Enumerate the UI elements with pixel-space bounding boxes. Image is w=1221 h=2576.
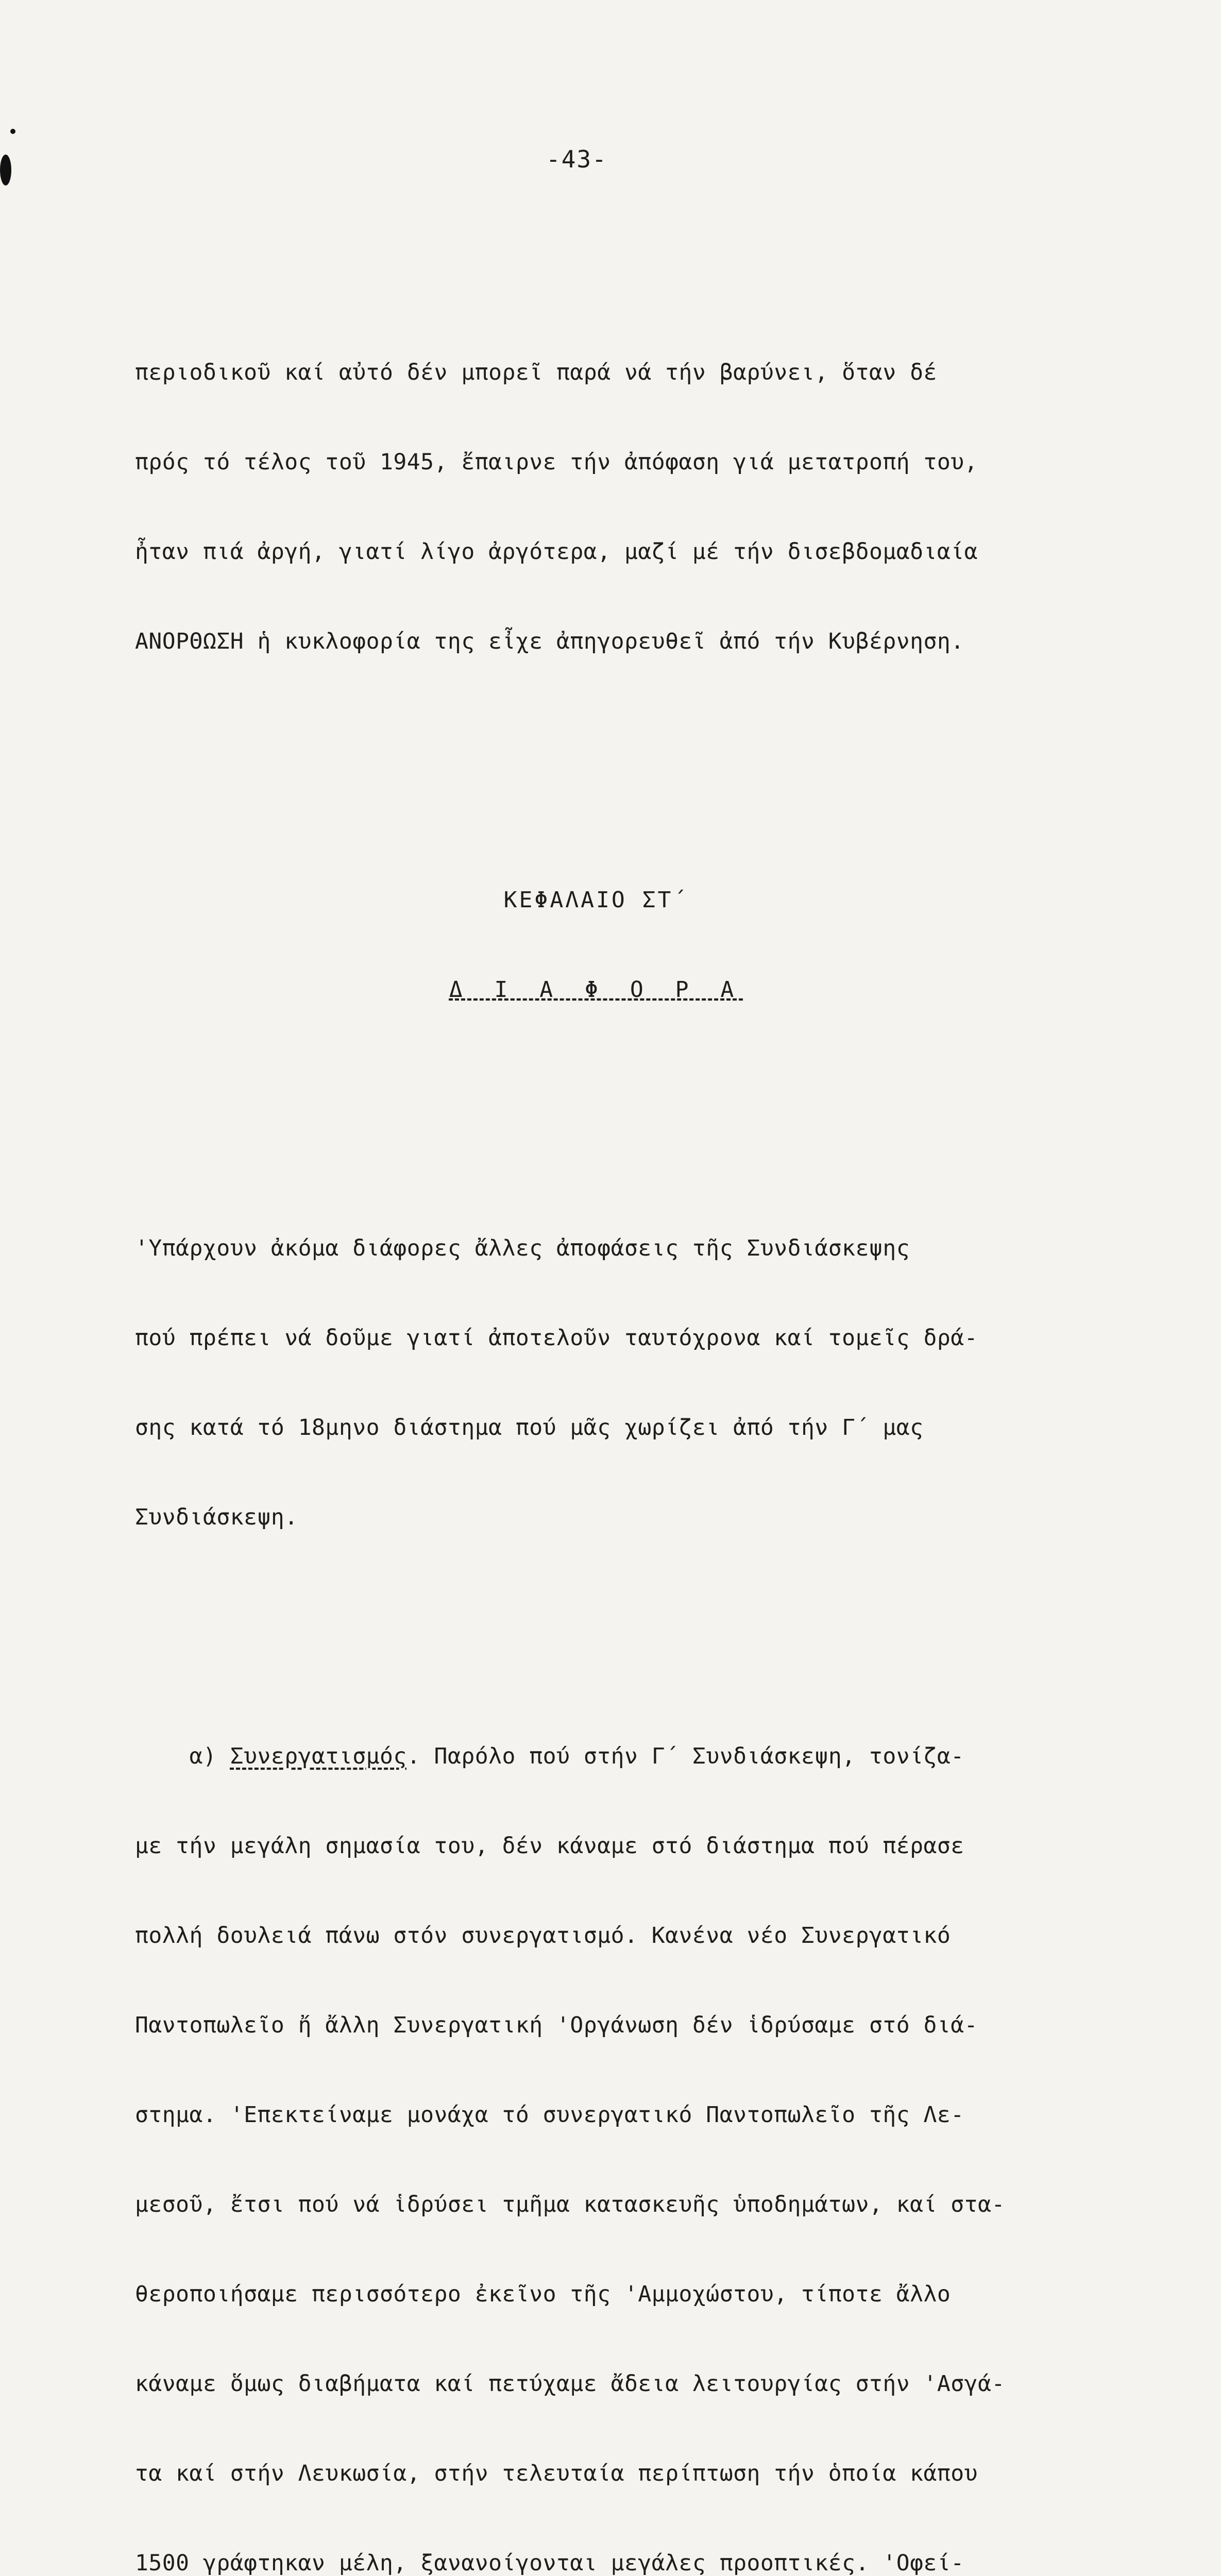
text-line: στημα. 'Επεκτείναμε μονάχα τό συνεργατικό Παντοπωλεῖο τῆς Λε- bbox=[135, 2102, 964, 2128]
chapter-subheading: Δ Ι Α Φ Ο Ρ Α bbox=[449, 977, 743, 1003]
text-line: τα καί στήν Λευκωσία, στήν τελευταία περίπτωση τήν ὁποία κάπου bbox=[135, 2461, 978, 2486]
chapter-heading: ΚΕΦΑΛΑΙΟ ΣΤ΄ bbox=[503, 887, 689, 913]
text-line: πρός τό τέλος τοῦ 1945, ἔπαιρνε τήν ἀπόφαση γιά μετατροπή του, bbox=[135, 449, 978, 475]
punch-hole-mark bbox=[0, 155, 11, 185]
text-line: κάναμε ὅμως διαβήματα καί πετύχαμε ἄδεια λειτουργίας στήν 'Ασγά- bbox=[135, 2371, 1005, 2397]
text-line: ΑΝΟΡΘΩΣΗ ἡ κυκλοφορία της εἶχε ἀπηγορευθεῖ ἀπό τήν Κυβέρνηση. bbox=[135, 629, 964, 654]
section-title: Συνεργατισμός bbox=[230, 1743, 407, 1769]
section-first-line bbox=[135, 1741, 1140, 1771]
text-line: ἦταν πιά ἀργή, γιατί λίγο ἀργότερα, μαζί μέ τήν δισεβδομαδιαία bbox=[135, 539, 978, 565]
paragraph-chapter-intro bbox=[135, 1174, 1140, 1592]
section-label: α) bbox=[189, 1743, 230, 1769]
text-line: με τήν μεγάλη σημασία του, δέν κάναμε στό διάστημα πού πέρασε bbox=[135, 1833, 964, 1859]
text-line: θεροποιήσαμε περισσότερο ἐκεῖνο τῆς 'Αμμοχώστου, τίποτε ἄλλο bbox=[135, 2281, 951, 2307]
text-line: σης κατά τό 18μηνο διάστημα πού μᾶς χωρίζει ἀπό τήν Γ΄ μας bbox=[135, 1415, 924, 1440]
text-line: Παντοπωλεῖο ἤ ἄλλη Συνεργατική 'Οργάνωση δέν ἱδρύσαμε στό διά- bbox=[135, 2012, 978, 2038]
document-body bbox=[135, 208, 1140, 2576]
text-span: . Παρόλο πού στήν Γ΄ Συνδιάσκεψη, τονίζα- bbox=[406, 1743, 964, 1769]
text-line: 'Υπάρχουν ἀκόμα διάφορες ἄλλες ἀποφάσεις τῆς Συνδιάσκεψης bbox=[135, 1235, 910, 1261]
text-line: πολλή δουλειά πάνω στόν συνεργατισμό. Κανένα νέο Συνεργατικό bbox=[135, 1923, 951, 1948]
text-line: μεσοῦ, ἔτσι πού νά ἱδρύσει τμῆμα κατασκευῆς ὑποδημάτων, καί στα- bbox=[135, 2192, 1005, 2217]
text-line: πού πρέπει νά δοῦμε γιατί ἀποτελοῦν ταυτόχρονα καί τομεῖς δρά- bbox=[135, 1325, 978, 1351]
page-number: -43- bbox=[546, 145, 607, 173]
text-line: 1500 γράφτηκαν μέλη, ξανανοίγονται μεγάλες προοπτικές. 'Οφεί- bbox=[135, 2550, 964, 2576]
punch-hole-mark bbox=[10, 129, 15, 134]
section-cooperatives bbox=[135, 1682, 1140, 2576]
text-line: περιοδικοῦ καί αὐτό δέν μπορεῖ παρά νά τήν βαρύνει, ὅταν δέ bbox=[135, 360, 937, 385]
paragraph-intro bbox=[135, 298, 1140, 716]
text-line: Συνδιάσκεψη. bbox=[135, 1504, 298, 1530]
